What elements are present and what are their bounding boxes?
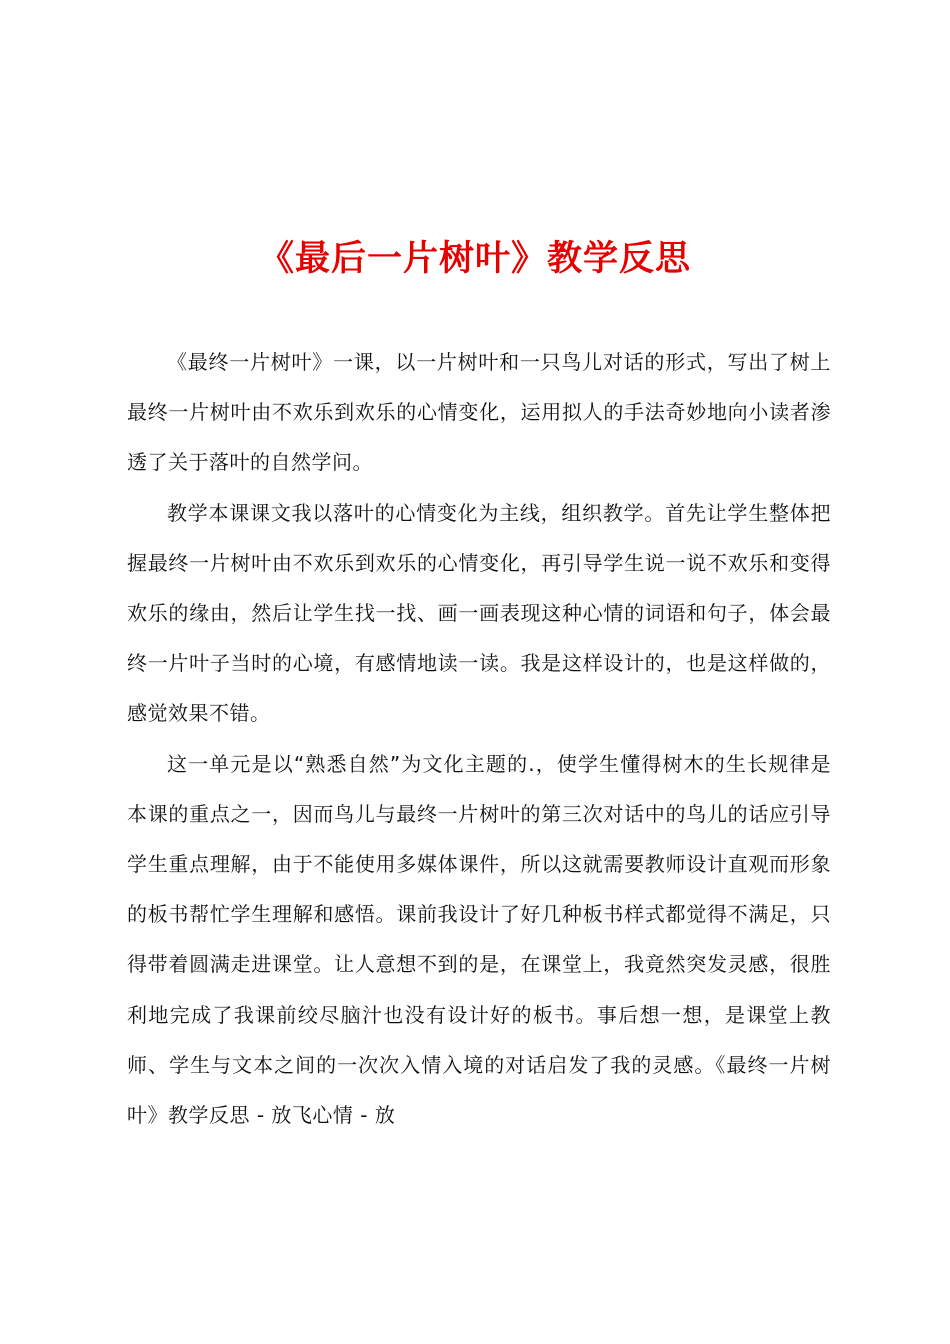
document-body: [127, 337, 831, 1140]
paragraph-2: 教学本课课文我以落叶的心情变化为主线，组织教学。首先让学生整体把握最终一片树叶由不欢乐到欢乐的心情变化，再引导学生说一说不欢乐和变得欢乐的缘由，然后让学生找一找、画一画表现这种心情的词语和句子，体会最终一片叶子当时的心境，有感情地读一读。我是这样设计的，也是这样做的，感觉效果不错。: [127, 500, 831, 726]
document-title: 《最后一片树叶》教学反思: [258, 238, 691, 280]
paragraph-1: 《最终一片树叶》一课，以一片树叶和一只鸟儿对话的形式，写出了树上最终一片树叶由不欢乐到欢乐的心情变化，运用拟人的手法奇妙地向小读者渗透了关于落叶的自然学问。: [127, 350, 831, 475]
paragraph-3: 这一单元是以“熟悉自然”为文化主题的.，使学生懂得树木的生长规律是本课的重点之一，因而鸟儿与最终一片树叶的第三次对话中的鸟儿的话应引导学生重点理解，由于不能使用多媒体课件，所以这就需要教师设计直观而形象的板书帮忙学生理解和感悟。课前我设计了好几种板书样式都觉得不满足，只得带着圆满走进课堂。让人意想不到的是，在课堂上，我竟然突发灵感，很胜利地完成了我课前绞尽脑汁也没有设计好的板书。事后想一想，是课堂上教师、学生与文本之间的一次次入情入境的对话启发了我的灵感。《最终一片树叶》教学反思 - 放飞心情 - 放: [127, 751, 831, 1128]
